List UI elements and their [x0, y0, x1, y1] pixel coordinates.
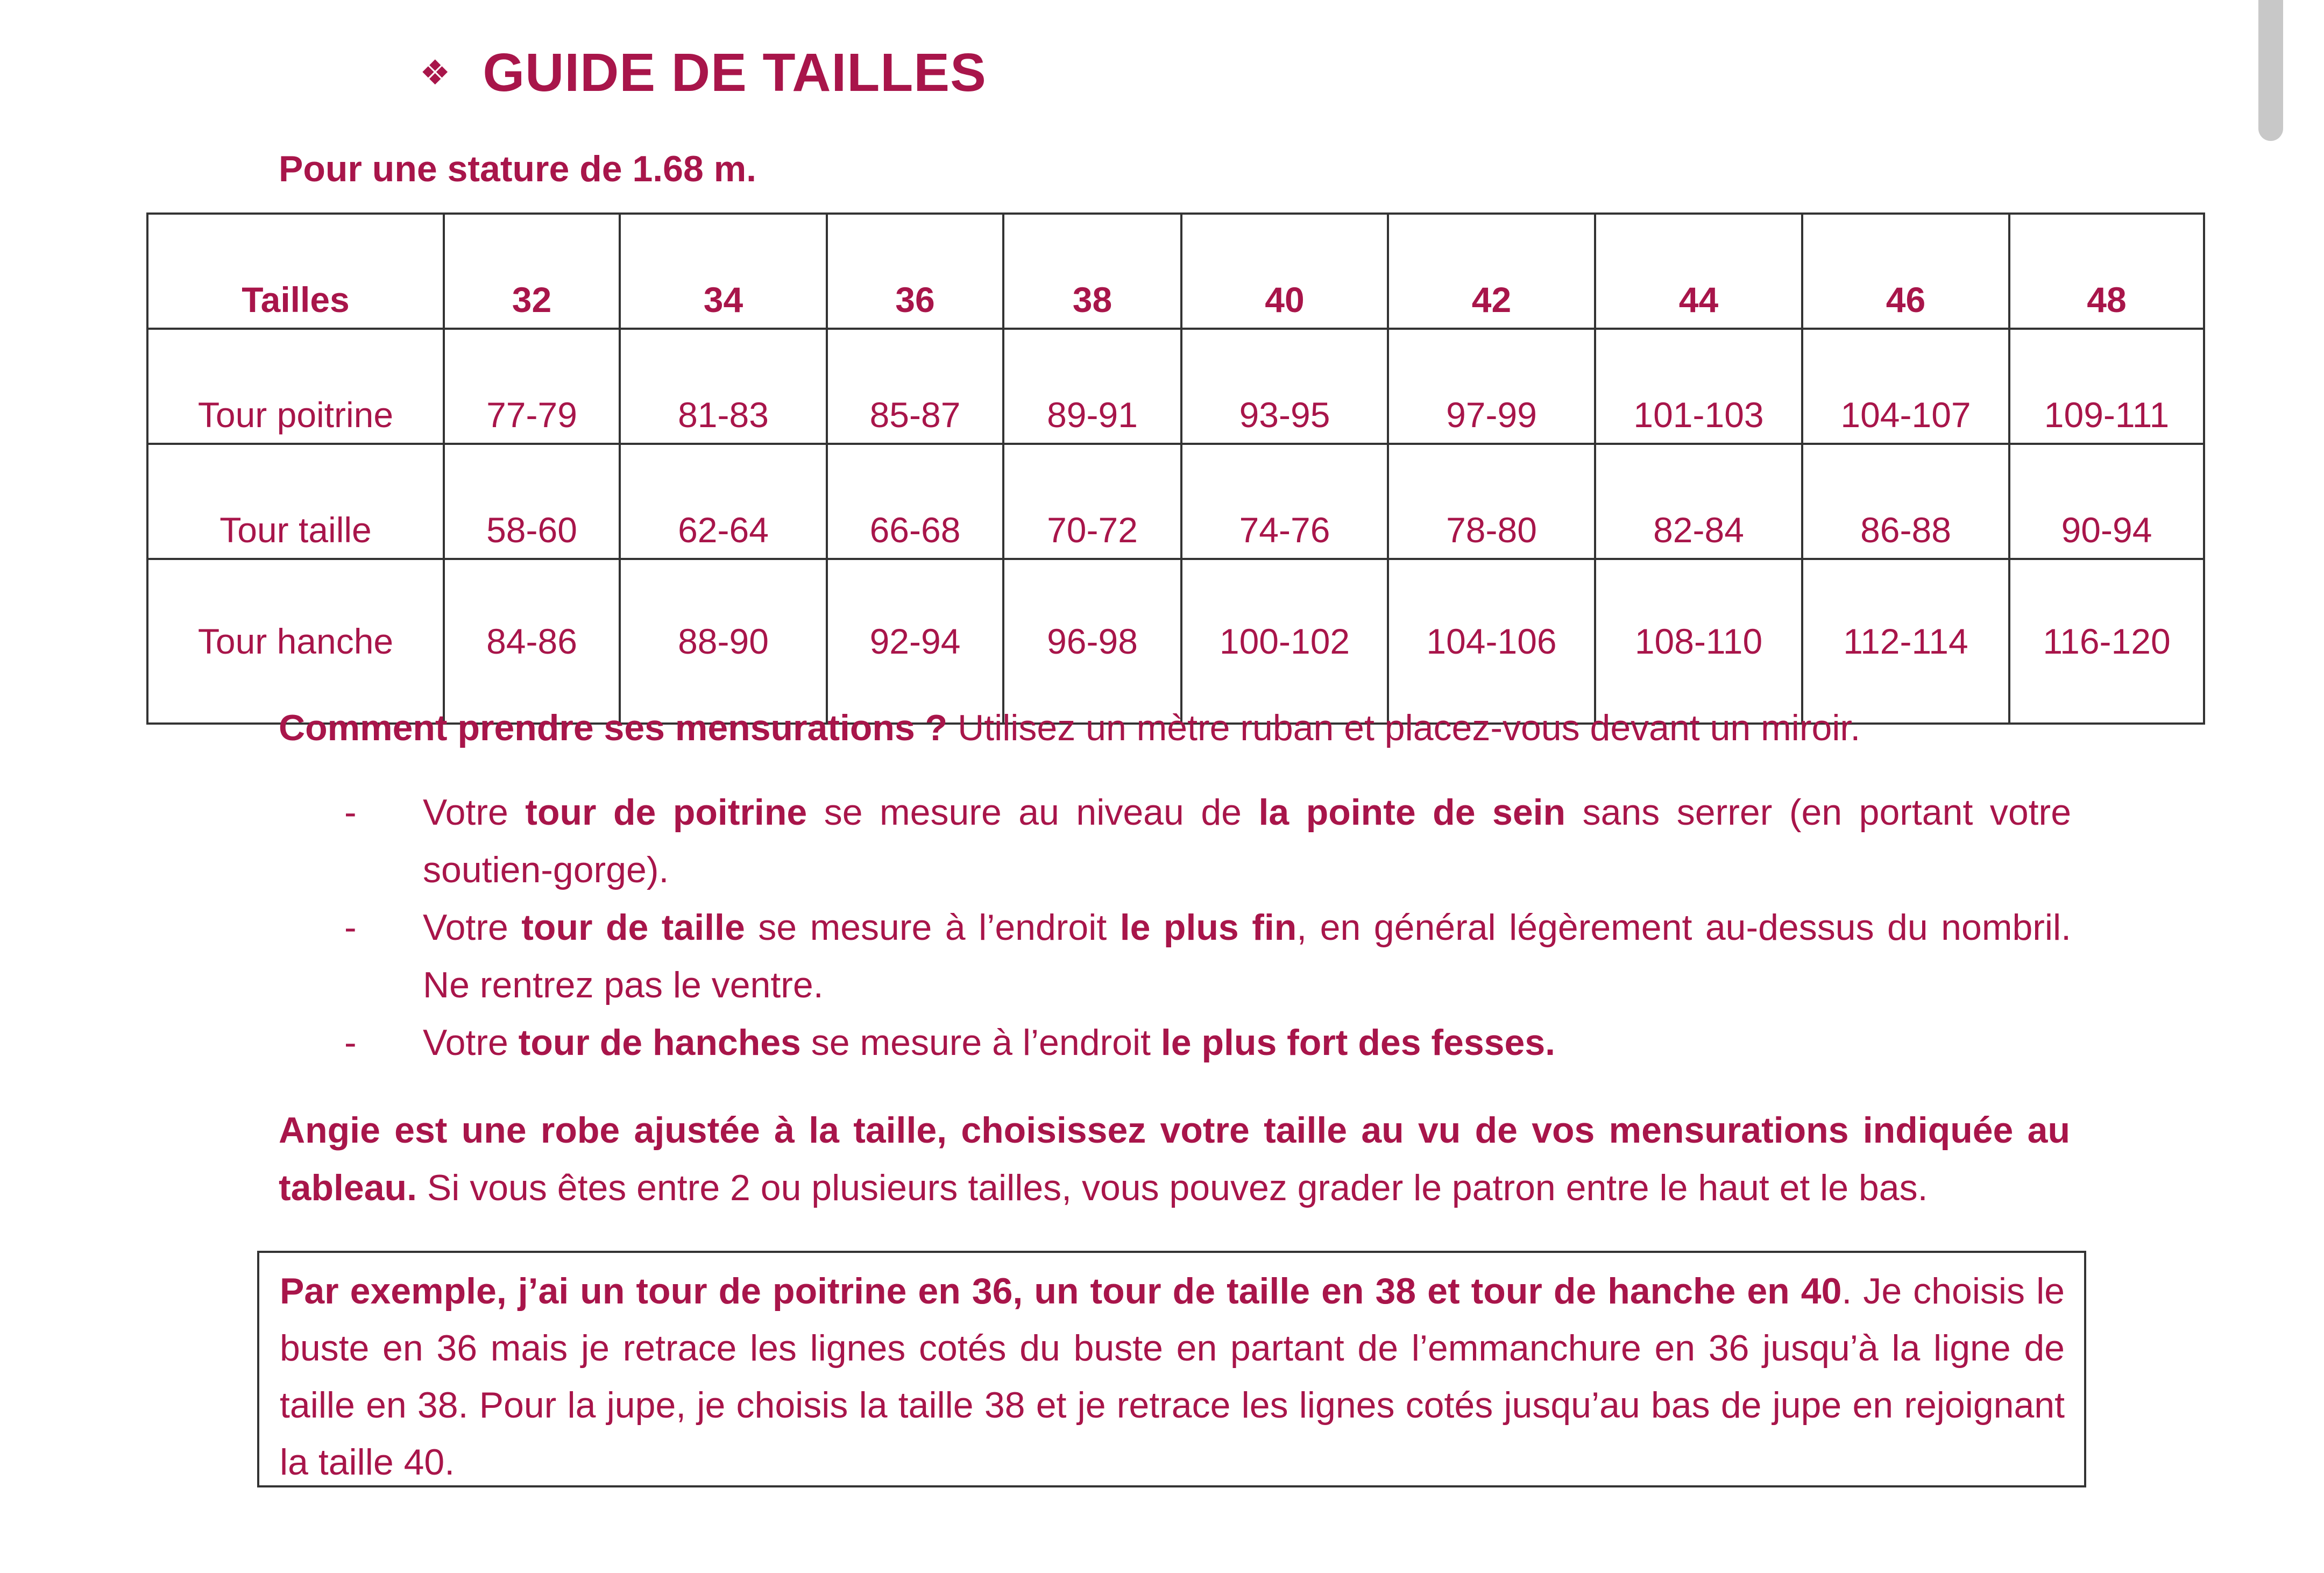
table-cell: 81-83	[620, 329, 827, 444]
angie-normal-text: Si vous êtes entre 2 ou plusieurs tailles, vous pouvez grader le patron entre le haut et le bas.	[416, 1167, 1928, 1208]
table-cell: 66-68	[827, 444, 1003, 559]
table-cell: 58-60	[444, 444, 620, 559]
table-cell: 77-79	[444, 329, 620, 444]
table-cell: 82-84	[1595, 444, 1802, 559]
table-cell: 62-64	[620, 444, 827, 559]
table-row-tour-taille	[147, 444, 2204, 559]
header-cell-size: 42	[1388, 214, 1595, 329]
list-dash: -	[344, 907, 357, 948]
list-text: Votre	[423, 792, 526, 833]
stature-subtitle: Pour une stature de 1.68 m.	[279, 148, 757, 189]
list-text: sans serrer (en portant votre soutien-gorge).	[423, 792, 2072, 890]
table-cell: 86-88	[1802, 444, 2009, 559]
list-text: , en général légèrement au-dessus du nombril. Ne rentrez pas le ventre.	[423, 907, 2072, 1005]
list-text: se mesure à l’endroit	[800, 1022, 1161, 1063]
list-emphasis: le plus fin	[1120, 907, 1297, 948]
list-text: se mesure au niveau de	[807, 792, 1259, 833]
measurement-instructions-list	[344, 784, 2071, 1072]
header-cell-size: 32	[444, 214, 620, 329]
list-item	[344, 1014, 2071, 1072]
table-cell: 100-102	[1181, 559, 1388, 724]
header-cell-size: 48	[2009, 214, 2204, 329]
measurement-intro	[279, 699, 2070, 757]
table-cell: 97-99	[1388, 329, 1595, 444]
scrollbar-thumb[interactable]	[2258, 0, 2283, 141]
header-cell-size: 34	[620, 214, 827, 329]
header-cell-size: 38	[1003, 214, 1181, 329]
row-label: Tour taille	[147, 444, 444, 559]
table-cell: 112-114	[1802, 559, 2009, 724]
header-cell-size: 40	[1181, 214, 1388, 329]
page-title: GUIDE DE TAILLES	[483, 42, 987, 103]
table-cell: 108-110	[1595, 559, 1802, 724]
row-label: Tour hanche	[147, 559, 444, 724]
list-item	[344, 784, 2071, 899]
table-cell: 88-90	[620, 559, 827, 724]
list-text: Votre	[423, 907, 522, 948]
list-item	[344, 899, 2071, 1014]
row-label: Tour poitrine	[147, 329, 444, 444]
table-header-row	[147, 214, 2204, 329]
list-emphasis: le plus fort des fesses.	[1160, 1022, 1556, 1063]
header-cell-size: 36	[827, 214, 1003, 329]
example-bold-text: Par exemple, j’ai un tour de poitrine en 36, un tour de taille en 38 et tour de hanche en 40	[280, 1271, 1842, 1312]
header-cell-size: 46	[1802, 214, 2009, 329]
table-cell: 104-107	[1802, 329, 2009, 444]
table-cell: 90-94	[2009, 444, 2204, 559]
table-cell: 89-91	[1003, 329, 1181, 444]
header-cell-tailles: Tailles	[147, 214, 444, 329]
angie-paragraph	[279, 1102, 2070, 1217]
table-cell: 70-72	[1003, 444, 1181, 559]
diamond-ornament-icon: ❖	[420, 53, 451, 92]
list-dash: -	[344, 1022, 357, 1063]
header-cell-size: 44	[1595, 214, 1802, 329]
table-cell: 85-87	[827, 329, 1003, 444]
list-text: Votre	[423, 1022, 519, 1063]
example-box	[257, 1251, 2086, 1487]
list-dash: -	[344, 792, 357, 833]
list-emphasis: tour de hanches	[518, 1022, 801, 1063]
table-cell: 92-94	[827, 559, 1003, 724]
angie-bold-text: Angie est une robe ajustée à la taille, choisissez votre taille au vu de vos mensurations indiquée au tableau.	[279, 1110, 2070, 1208]
table-cell: 116-120	[2009, 559, 2204, 724]
table-cell: 109-111	[2009, 329, 2204, 444]
size-table	[146, 212, 2205, 725]
table-cell: 104-106	[1388, 559, 1595, 724]
table-cell: 84-86	[444, 559, 620, 724]
table-cell: 101-103	[1595, 329, 1802, 444]
list-text: se mesure à l’endroit	[745, 907, 1120, 948]
title-row	[420, 38, 987, 108]
measurement-question: Comment prendre ses mensurations ?	[279, 707, 948, 748]
table-cell: 96-98	[1003, 559, 1181, 724]
table-cell: 93-95	[1181, 329, 1388, 444]
list-emphasis: tour de poitrine	[525, 792, 807, 833]
example-normal-text: . Je choisis le buste en 36 mais je retrace les lignes cotés du buste en partant de l’emmanchure en 36 jusqu’à la ligne de taille en 38. Pour la jupe, je choisis la taille 38 et je retrace les lignes cotés jusqu’au bas de jupe en rejoignant la taille 40.	[280, 1271, 2065, 1483]
table-row-tour-poitrine	[147, 329, 2204, 444]
table-cell: 78-80	[1388, 444, 1595, 559]
list-emphasis: la pointe de sein	[1258, 792, 1566, 833]
list-emphasis: tour de taille	[521, 907, 745, 948]
measurement-answer: Utilisez un mètre ruban et placez-vous devant un miroir.	[947, 707, 1861, 748]
table-cell: 74-76	[1181, 444, 1388, 559]
